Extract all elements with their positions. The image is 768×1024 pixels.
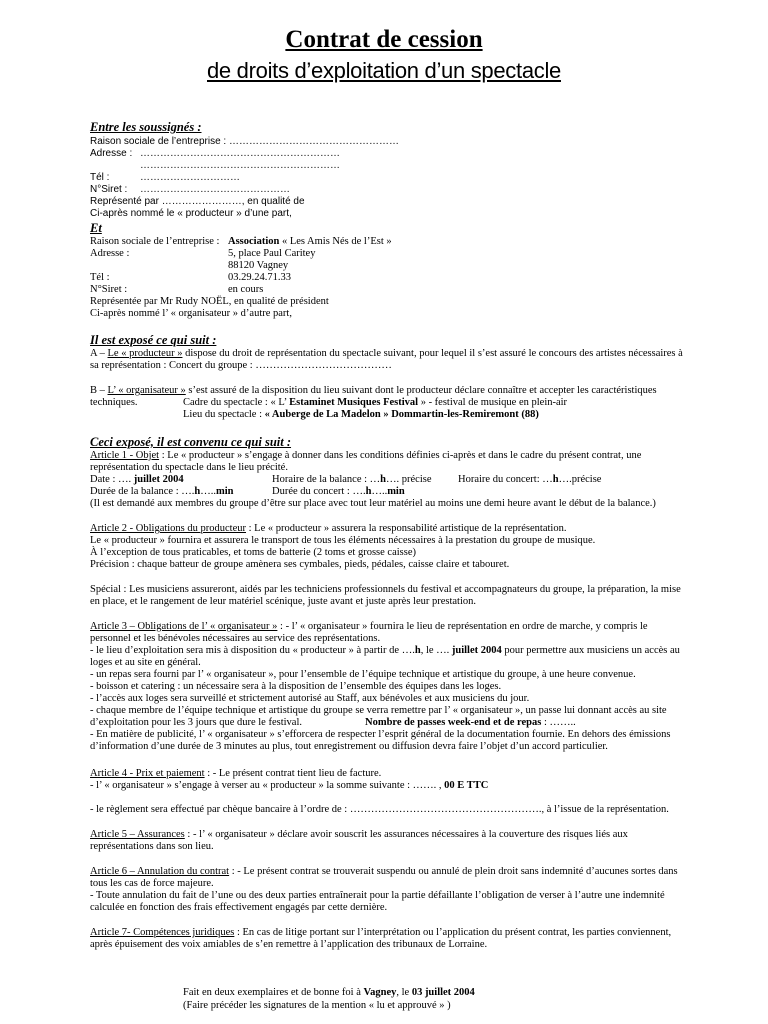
art1-concert-h: h	[552, 474, 559, 485]
party2-siret: en cours	[228, 284, 264, 295]
art4-amount: 00 E TTC	[444, 780, 489, 791]
party2-raison-bold: Association	[228, 236, 280, 247]
expose-a-link: Le « producteur »	[107, 348, 183, 359]
art1-note: (Il est demandé aux membres du groupe d’être sur place avec tout leur matériel au moins une demi heure avant le début de la balance.)	[90, 498, 656, 509]
art7-line1	[90, 927, 671, 939]
party1-adresse1: ……………………………………………………	[140, 148, 340, 159]
art1-date	[90, 474, 184, 486]
art3-line4: loges et au site en général.	[90, 657, 201, 668]
art4-text: : - Le présent contrat tient lieu de facture.	[204, 768, 382, 779]
party2-tel-label: Tél :	[90, 272, 110, 283]
expose-b-techniques: techniques.	[90, 397, 138, 408]
art2-special2: en place, et le rangement de leur matériel scénique, juste avant et juste après leur prestation.	[90, 596, 477, 607]
expose-b-cadre	[183, 397, 567, 409]
party2-heading: Et	[90, 221, 102, 235]
footer-line1	[183, 987, 475, 999]
art1-line1	[90, 450, 641, 462]
party1-tel-label: Tél :	[90, 172, 110, 183]
expose-a-line1	[90, 348, 683, 360]
expose-a-text: dispose du droit de représentation du spectacle suivant, pour lequel il s’est assuré le concours des artistes nécessaires à	[182, 348, 683, 359]
art3-line11: d’information d’une durée de 3 minutes au plus, tout enregistrement ou diffusion devra faire l’objet d’un accord particulier.	[90, 741, 608, 752]
party1-adresse2: ……………………………………………………	[140, 160, 340, 171]
art1-duree-con-mid: …..	[371, 486, 388, 497]
art3-line6: - boisson et catering : un nécessaire sera à la disposition de l’ensemble des équipes dans les loges.	[90, 681, 502, 692]
art5-text: : - l’ « organisateur » déclare avoir souscrit les assurances nécessaires à la couverture des risques liés aux	[184, 829, 628, 840]
art3-line10: - En matière de publicité, l’ « organisateur » s’efforcera de respecter l’esprit général de la documentation fournie. En dehors des émissions	[90, 729, 671, 740]
art3-line3b: h	[414, 645, 421, 656]
art3-text: : - l’ « organisateur » fournira le lieu de représentation en ordre de marche, y compris le	[277, 621, 648, 632]
art6-title: Article 6 – Annulation du contrat	[90, 866, 230, 877]
art4-line3: - le règlement sera effectué par chèque bancaire à l’ordre de : ………………………………………………., à l’issue de la représentation.	[90, 804, 669, 815]
art1-line2: représentation du spectacle dans le lieu précité.	[90, 462, 288, 473]
art1-duree-con-min: min	[387, 486, 405, 497]
art5-line2: représentations dans son lieu.	[90, 841, 214, 852]
art2-text: : Le « producteur » assurera la responsabilité artistique de la représentation.	[246, 523, 567, 534]
expose-b-lieu-label: Lieu du spectacle :	[183, 409, 265, 420]
art1-balance-h: h	[380, 474, 386, 485]
party1-tel: …………………………	[140, 172, 240, 183]
expose-a-line2: sa représentation : Concert du groupe : …………………………………	[90, 360, 392, 371]
art3-line3c: , le ….	[420, 645, 452, 656]
footer-mid: , le	[396, 987, 412, 998]
party2-raison-value	[228, 236, 392, 248]
art1-duree-con-h: h	[365, 486, 372, 497]
party2-raison-rest: « Les Amis Nés de l’Est »	[279, 236, 392, 247]
art1-title: Article 1 - Objet	[90, 450, 160, 461]
party2-adresse1: 5, place Paul Caritey	[228, 248, 316, 259]
art3-line3e: pour permettre aux musiciens un accès au	[501, 645, 680, 656]
art7-line2: après épuisement des voix amiables de s’en remettre à l’application des tribunaux de Lorraine.	[90, 939, 488, 950]
document-title: Contrat de cession	[285, 26, 483, 53]
art1-concert-label: Horaire du concert: …	[458, 474, 553, 485]
expose-b-cadre-bold: Estaminet Musiques Festival	[289, 397, 419, 408]
art3-line8: - chaque membre de l’équipe technique et artistique du groupe se verra remettre par l’ « organisateur », un passe lui donnant accès au site	[90, 705, 667, 716]
art6-text: : - Le présent contrat se trouverait suspendu ou annulé de plein droit sans indemnité d’aucunes sortes dans	[229, 866, 678, 877]
convenu-heading: Ceci exposé, il est convenu ce qui suit :	[90, 435, 292, 449]
art7-text: : En cas de litige portant sur l’interprétation ou l’application du présent contrat, les parties conviennent,	[234, 927, 672, 938]
art1-balance-rest: …. précise	[386, 474, 432, 485]
expose-b-cadre-label: Cadre du spectacle : « L’	[183, 397, 290, 408]
art5-line1	[90, 829, 628, 841]
party1-nomme: Ci-après nommé le « producteur » d’une part,	[90, 208, 292, 219]
footer-date: 03 juillet 2004	[411, 987, 475, 998]
art3-line5: - un repas sera fourni par l’ « organisateur », pour l’ensemble de l’équipe technique et artistique du groupe, à une heure convenue.	[90, 669, 636, 680]
art2-line4: Précision : chaque batteur de groupe amènera ses cymbales, pieds, pédales, caisse claire et tabouret.	[90, 559, 510, 570]
art3-line9-bold: Nombre de passes week-end et de repas	[365, 717, 542, 728]
art1-duree-bal-label: Durée de la balance : ….	[90, 486, 195, 497]
expose-b-text: s’est assuré de la disposition du lieu suivant dont le producteur déclare connaître et accepter les caractéristiques	[185, 385, 657, 396]
art1-concert-rest: ….précise	[558, 474, 602, 485]
art3-line3a: - le lieu d’exploitation sera mis à disposition du « producteur » à partir de ….	[90, 645, 415, 656]
art1-text: : Le « producteur » s’engage à donner dans les conditions définies ci-après et dans le cadre du présent contrat, une	[159, 450, 642, 461]
footer-place: Vagney	[363, 987, 397, 998]
art1-date-bold: juillet 2004	[133, 474, 184, 485]
party1-raison: Raison sociale de l’entreprise : ……………………………………………	[90, 136, 399, 147]
party2-adresse2: 88120 Vagney	[228, 260, 289, 271]
art6-line3: - Toute annulation du fait de l’une ou des deux parties entraînerait pour la partie défaillante l’obligation de verser à l’autre une indemnité	[90, 890, 665, 901]
art1-balance	[272, 474, 431, 486]
party1-represente: Représenté par ……………………, en qualité de	[90, 196, 305, 207]
art5-title: Article 5 – Assurances	[90, 829, 185, 840]
expose-heading: Il est exposé ce qui suit :	[90, 333, 217, 347]
expose-b-line1	[90, 385, 657, 397]
party1-adresse-label: Adresse :	[90, 148, 133, 159]
expose-b-link: L’ « organisateur »	[107, 385, 186, 396]
party2-represente: Représentée par Mr Rudy NOËL, en qualité de président	[90, 296, 329, 307]
art4-line2	[90, 780, 488, 792]
party1-siret-label: N°Siret :	[90, 184, 128, 195]
party1-siret: ………………………………………	[140, 184, 290, 195]
expose-b-lieu-bold: « Auberge de La Madelon » Dommartin-les-Remiremont (88)	[264, 409, 539, 420]
party2-raison-label: Raison sociale de l’entreprise :	[90, 236, 220, 247]
art3-line9-passes	[365, 717, 576, 729]
art1-duree-bal-min: min	[215, 486, 234, 497]
expose-b-cadre-rest: » - festival de musique en plein-air	[418, 397, 568, 408]
expose-b-lieu	[183, 409, 539, 421]
document-subtitle: de droits d’exploitation d’un spectacle	[207, 58, 561, 83]
art1-duree-balance	[90, 486, 233, 498]
art3-line9-rest: : ……..	[541, 717, 576, 728]
art1-duree-bal-h: h	[194, 486, 201, 497]
art4-line2-text: - l’ « organisateur » s’engage à verser au « producteur » la somme suivante : ……. ,	[90, 780, 445, 791]
footer-text: Fait en deux exemplaires et de bonne foi à	[183, 987, 364, 998]
party2-nomme: Ci-après nommé l’ « organisateur » d’autre part,	[90, 308, 292, 319]
art1-duree-bal-mid: …..	[200, 486, 216, 497]
art3-line9: d’exploitation pour les 3 jours que dure le festival.	[90, 717, 302, 728]
art6-line1	[90, 866, 678, 878]
art1-concert	[458, 474, 601, 486]
art4-line1	[90, 768, 381, 780]
art6-line2: tous les cas de force majeure.	[90, 878, 214, 889]
art1-date-label: Date : ….	[90, 474, 134, 485]
art2-line2: Le « producteur » fournira et assurera le transport de tous les éléments nécessaires à la prestation du groupe de musique.	[90, 535, 596, 546]
expose-b-prefix: B –	[90, 385, 108, 396]
art4-title: Article 4 - Prix et paiement	[90, 768, 205, 779]
art2-special1: Spécial : Les musiciens assureront, aidés par les techniciens professionnels du festival et accompagnateurs du groupe, la préparation, la mise	[90, 584, 681, 595]
art2-line3: À l’exception de tous praticables, et toms de batterie (2 toms et grosse caisse)	[90, 547, 416, 558]
expose-a-prefix: A –	[90, 348, 108, 359]
art6-line4: calculée en fonction des frais effectivement engagés par cette dernière.	[90, 902, 388, 913]
art3-line1	[90, 621, 648, 633]
art3-line7: - l’accès aux loges sera surveillé et strictement autorisé au Staff, aux bénévoles et aux musiciens du jour.	[90, 693, 530, 704]
art3-line3d: juillet 2004	[451, 645, 502, 656]
party2-tel: 03.29.24.71.33	[228, 272, 291, 283]
art3-title: Article 3 – Obligations de l’ « organisateur »	[90, 621, 278, 632]
footer-line2: (Faire précéder les signatures de la mention « lu et approuvé » )	[183, 1000, 451, 1011]
art1-duree-concert	[272, 486, 405, 498]
party2-siret-label: N°Siret :	[90, 284, 128, 295]
party1-heading: Entre les soussignés :	[90, 120, 202, 134]
art2-title: Article 2 - Obligations du producteur	[90, 523, 247, 534]
art1-duree-con-label: Durée du concert : ….	[272, 486, 366, 497]
art3-line3	[90, 645, 680, 657]
art2-line1	[90, 523, 566, 535]
art7-title: Article 7- Compétences juridiques	[90, 927, 235, 938]
art3-line2: personnel et les bénévoles nécessaires au service des représentations.	[90, 633, 381, 644]
art1-balance-label: Horaire de la balance : …	[272, 474, 381, 485]
party2-adresse-label: Adresse :	[90, 248, 130, 259]
